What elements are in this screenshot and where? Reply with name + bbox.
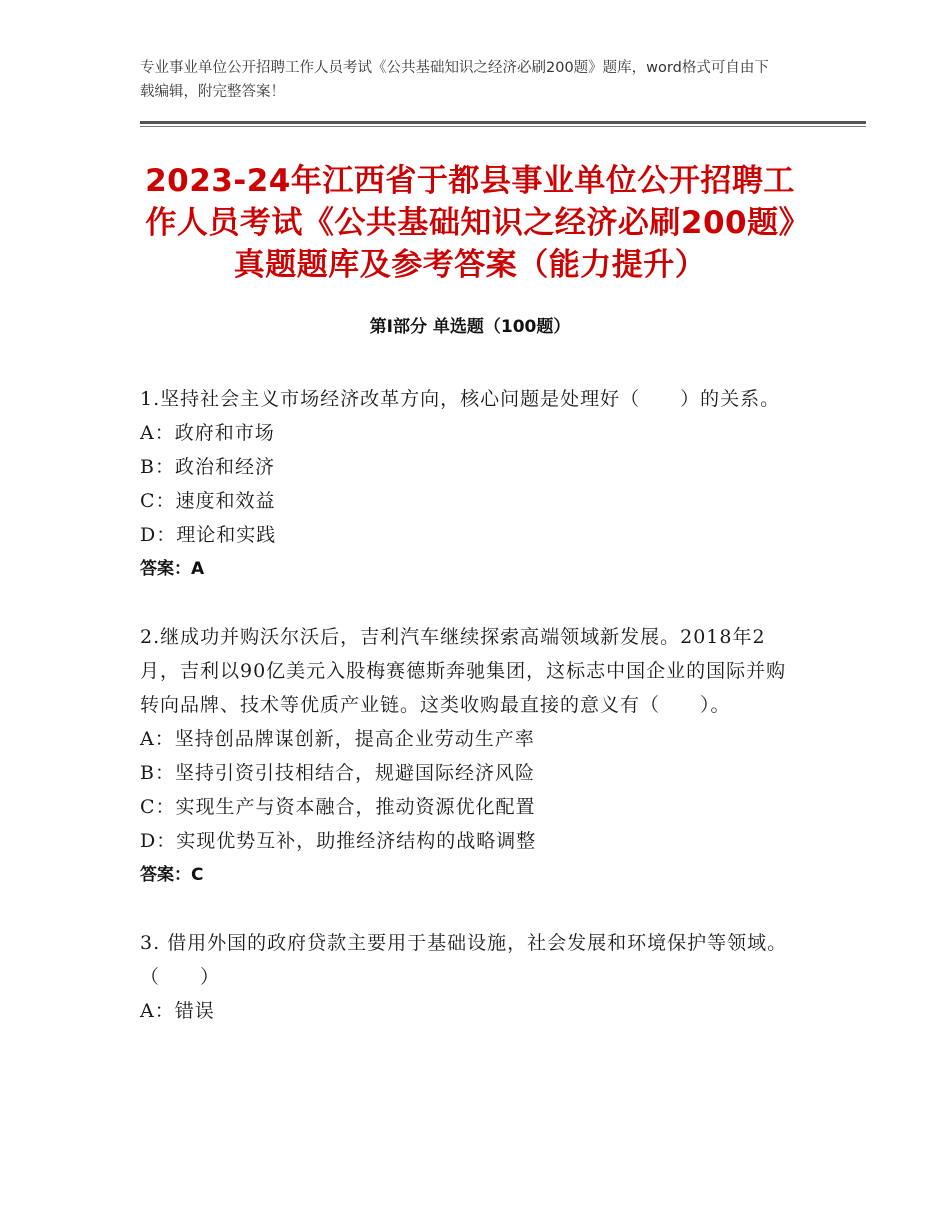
- question-stem: 1.坚持社会主义市场经济改革方向，核心问题是处理好（ ）的关系。: [140, 388, 781, 410]
- header-note: 专业事业单位公开招聘工作人员考试《公共基础知识之经济必刷200题》题库，word格式可自由下载编辑，附完整答案！: [140, 60, 769, 100]
- question-stem: 2.继成功并购沃尔沃后，吉利汽车继续探索高端领域新发展。2018年2月，吉利以90亿美元入股梅赛德斯奔驰集团，这标志中国企业的国际并购转向品牌、技术等优质产业链。这类收购最直接的意义有（ ）。: [140, 626, 787, 716]
- document-title: 2023-24年江西省于都县事业单位公开招聘工作人员考试《公共基础知识之经济必刷200题》真题题库及参考答案（能力提升）: [145, 163, 795, 283]
- header-rule-thin: [140, 126, 866, 127]
- option-a: A：错误: [140, 1000, 215, 1022]
- question-list: [140, 382, 805, 1062]
- option-c: C：实现生产与资本融合，推动资源优化配置: [140, 796, 536, 818]
- question-2: [140, 620, 805, 892]
- question-3: [140, 926, 805, 1028]
- question-stem: 3. 借用外国的政府贷款主要用于基础设施，社会发展和环境保护等领域。（ ）: [140, 932, 788, 988]
- header-rule-thick: [140, 121, 866, 124]
- option-c: C：速度和效益: [140, 490, 276, 512]
- option-a: A：政府和市场: [140, 422, 275, 444]
- option-d: D：理论和实践: [140, 524, 277, 546]
- answer: 答案：A: [140, 559, 205, 579]
- answer: 答案：C: [140, 865, 204, 885]
- option-a: A：坚持创品牌谋创新，提高企业劳动生产率: [140, 728, 535, 750]
- section-title: 第Ⅰ部分 单选题（100题）: [369, 317, 571, 337]
- question-1: [140, 382, 805, 586]
- option-d: D：实现优势互补，助推经济结构的战略调整: [140, 830, 537, 852]
- option-b: B：坚持引资引技相结合，规避国际经济风险: [140, 762, 535, 784]
- option-b: B：政治和经济: [140, 456, 275, 478]
